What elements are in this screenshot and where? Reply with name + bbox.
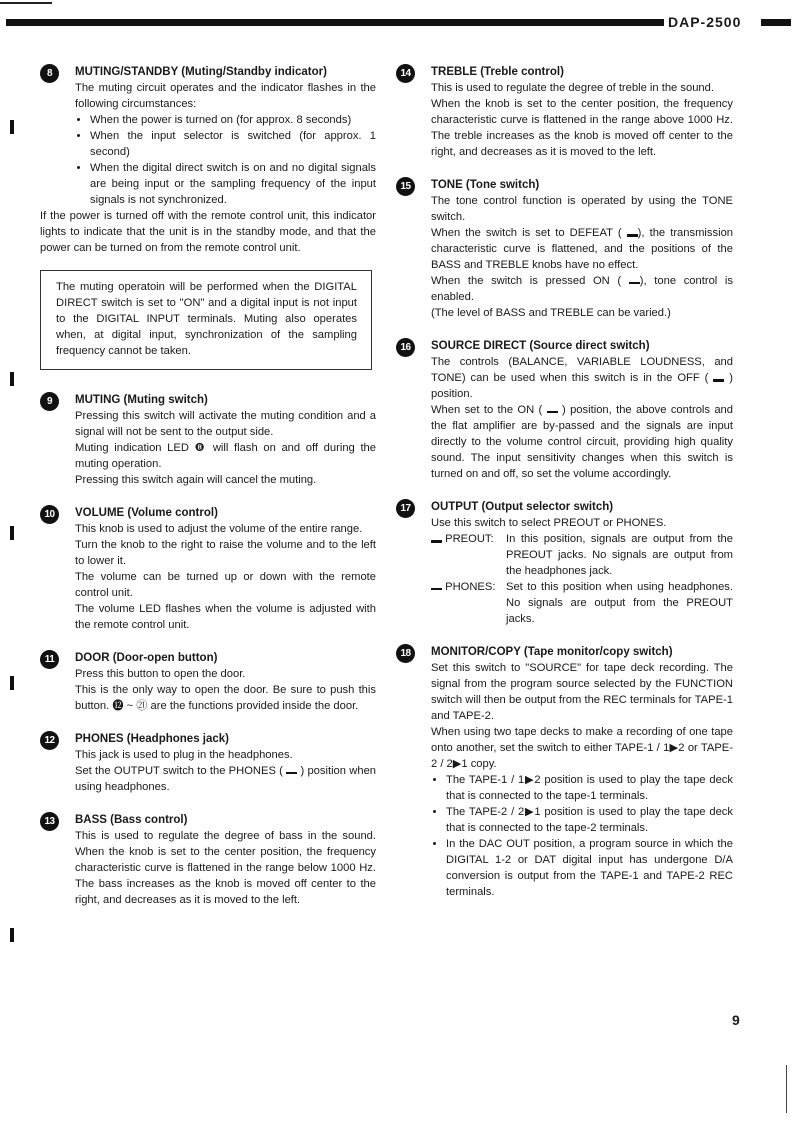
margin-mark (10, 526, 14, 540)
section-14 (396, 64, 733, 160)
section-18 (396, 644, 733, 900)
item-number-badge: 13 (40, 812, 59, 831)
section-text: Set this switch to "SOURCE" for tape deck recording. The signal from the program source selected by the FUNCTION switch will then be output from the REC terminals for TAPE-1 and TAPE-2. (431, 662, 733, 722)
bullet-list (75, 112, 376, 208)
section-title: BASS (Bass control) (75, 814, 188, 826)
section-12 (40, 731, 376, 795)
item-number-badge: 16 (396, 338, 415, 357)
section-text: Set the OUTPUT switch to the PHONES ( ) position when using headphones. (75, 765, 377, 793)
section-title: MONITOR/COPY (Tape monitor/copy switch) (431, 646, 673, 658)
edge-mark (786, 1065, 787, 1113)
section-text: Press this button to open the door. (75, 668, 246, 680)
note-box (40, 270, 372, 370)
section-title: PHONES (Headphones jack) (75, 733, 230, 745)
section-13 (40, 812, 376, 908)
bullet-item: • The TAPE-2 / 2▶1 position is used to play the tape deck that is connected to the tape-2 terminals. (446, 804, 733, 836)
section-text: When using two tape decks to make a recording of one tape onto another, set the switch to either TAPE-1 / 1▶2 or TAPE-2 / 2▶1 copy. (431, 726, 733, 770)
section-text: When the knob is set to the center position, the frequency characteristic curve is flattened in the range above 1000 Hz. The treble increases as the knob is moved off center to the right, and decreases as it is moved to the left. (431, 98, 733, 158)
section-text: Pressing this switch again will cancel the muting. (75, 474, 317, 486)
page-number: 9 (732, 1012, 740, 1028)
section-title: TONE (Tone switch) (431, 179, 540, 191)
model-name: DAP-2500 (668, 14, 742, 30)
section-title: MUTING (Muting switch) (75, 394, 208, 406)
section-text: This is used to regulate the degree of treble in the sound. (431, 82, 714, 94)
option-row (431, 579, 733, 627)
margin-mark (10, 120, 14, 134)
section-text: Turn the knob to the right to raise the volume and to the left to lower it. (75, 539, 376, 567)
section-11 (40, 650, 376, 714)
item-number-badge: 15 (396, 177, 415, 196)
section-title: OUTPUT (Output selector switch) (431, 501, 614, 513)
section-15 (396, 177, 733, 321)
section-text: The muting circuit operates and the indicator flashes in the following circumstances: (75, 82, 376, 110)
section-text: Pressing this switch will activate the muting condition and a signal will not be sent to the output side. (75, 410, 376, 438)
section-title: VOLUME (Volume control) (75, 507, 218, 519)
section-16 (396, 338, 733, 482)
section-10 (40, 505, 376, 633)
section-title: TREBLE (Treble control) (431, 66, 564, 78)
section-9 (40, 392, 376, 488)
header-bar-end (761, 19, 791, 26)
bullet-item: • When the power is turned on (for approx. 8 seconds) (90, 112, 376, 128)
item-number-badge: 12 (40, 731, 59, 750)
section-text: This is the only way to open the door. Be sure to push this button. ⓬ ~ ㉑ are the functions provided inside the door. (75, 684, 376, 712)
option-text: In this position, signals are output from the PREOUT jacks. No signals are output from the headphones jack. (506, 533, 733, 577)
item-number-badge: 10 (40, 505, 59, 524)
button-pressed-icon (629, 279, 640, 284)
section-text: The tone control function is operated by using the TONE switch. (431, 195, 733, 223)
section-text: The controls (BALANCE, VARIABLE LOUDNESS, and TONE) can be used when this switch is in the OFF ( ) position. (431, 356, 734, 400)
button-pressed-icon (547, 408, 558, 413)
section-17 (396, 499, 733, 627)
option-label: PHONES: (445, 581, 496, 593)
bullet-item: • When the input selector is switched (for approx. 1 second) (90, 128, 376, 160)
button-released-icon (627, 229, 638, 237)
header-bar (6, 19, 664, 26)
item-number-badge: 17 (396, 499, 415, 518)
button-released-icon (431, 535, 442, 543)
bullet-item: • In the DAC OUT position, a program source in which the DIGITAL 1-2 or DAT digital input has undergone D/A conversion is output from the TAPE-1 and TAPE-2 REC terminals. (446, 836, 733, 900)
margin-mark (10, 372, 14, 386)
section-text: This knob is used to adjust the volume of the entire range. (75, 523, 363, 535)
margin-mark (10, 928, 14, 942)
section-text: When the switch is pressed ON ( ), tone control is enabled. (431, 275, 734, 303)
bullet-item: • The TAPE-1 / 1▶2 position is used to play the tape deck that is connected to the tape-1 terminals. (446, 772, 733, 804)
item-number-badge: 9 (40, 392, 59, 411)
bullet-list (431, 772, 733, 900)
section-text: The volume can be turned up or down with the remote control unit. (75, 571, 376, 599)
option-row (431, 531, 733, 579)
section-text: When the switch is set to DEFEAT ( ), the transmission characteristic curve is flattened, and the positions of the BASS and TREBLE knobs have no effect. (431, 227, 734, 271)
section-text: If the power is turned off with the remote control unit, this indicator lights to indicate that the unit is in the standby mode, and that the power can be turned on from the remote control unit. (40, 210, 376, 254)
item-number-badge: 11 (40, 650, 59, 669)
bullet-item: • When the digital direct switch is on and no digital signals are being input or the sampling frequency of the input signals is not synchronized. (90, 160, 376, 208)
option-label: PREOUT: (445, 533, 494, 545)
section-title: SOURCE DIRECT (Source direct switch) (431, 340, 650, 352)
section-text: The volume LED flashes when the volume is adjusted with the remote control unit. (75, 603, 376, 631)
section-text: Use this switch to select PREOUT or PHONES. (431, 517, 667, 529)
item-number-badge: 14 (396, 64, 415, 83)
button-pressed-icon (431, 585, 442, 590)
section-text: This jack is used to plug in the headphones. (75, 749, 293, 761)
section-text: This is used to regulate the degree of bass in the sound. When the knob is set to the center position, the frequency characteristic curve is flattened in the range below 1000 Hz. The bass increases as the knob is moved off center to the right, and decreases as it is moved to the left. (75, 830, 376, 906)
section-title: MUTING/STANDBY (Muting/Standby indicator) (75, 66, 327, 78)
section-text: When set to the ON ( ) position, the above controls and the flat amplifier are by-passed and the signals are input directly to the volume control circuit, providing high quality sound. The input sensitivity changes when this switch is turned on and off, so set the volume accordingly. (431, 404, 734, 480)
item-number-badge: 8 (40, 64, 59, 83)
left-column (40, 64, 376, 908)
item-number-badge: 18 (396, 644, 415, 663)
button-pressed-icon (286, 769, 297, 774)
section-text: (The level of BASS and TREBLE can be varied.) (431, 307, 671, 319)
section-title: DOOR (Door-open button) (75, 652, 218, 664)
right-column (396, 64, 733, 900)
section-8 (40, 64, 376, 208)
note-text: The muting operatoin will be performed when the DIGITAL DIRECT switch is set to "ON" and a digital input is not input to the DIGITAL INPUT terminals. Muting also operates when, at digital input, synchronization of the sampling frequency cannot be taken. (56, 281, 357, 357)
top-rule (0, 2, 52, 4)
margin-mark (10, 676, 14, 690)
section-text: Muting indication LED ❽ will flash on and off during the muting operation. (75, 442, 376, 470)
option-text: Set to this position when using headphones. No signals are output from the PREOUT jacks. (506, 581, 733, 625)
button-released-icon (713, 374, 724, 382)
